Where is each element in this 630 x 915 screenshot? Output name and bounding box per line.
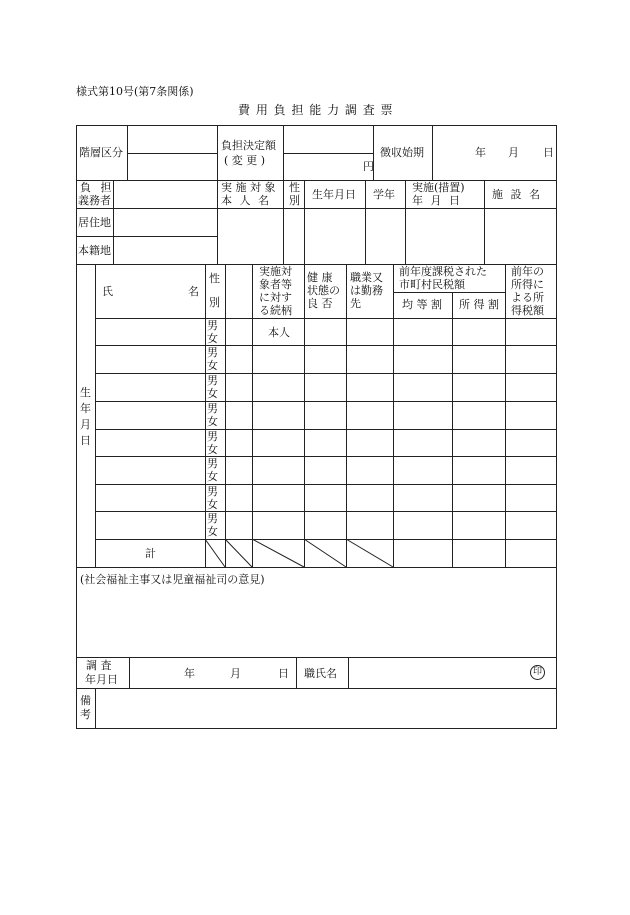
gender-female: 女 bbox=[207, 415, 218, 428]
survey-day: 日 bbox=[278, 667, 289, 680]
gender-female: 女 bbox=[207, 525, 218, 538]
remarks-label-2: 考 bbox=[80, 708, 91, 721]
gender-male: 男 bbox=[207, 319, 218, 332]
income-tax-label-2: 所得に bbox=[511, 278, 544, 291]
collection-month: 月 bbox=[508, 146, 519, 159]
income-tax-label-3: よる所 bbox=[511, 291, 544, 304]
collection-year: 年 bbox=[475, 146, 486, 159]
per-capita-label: 均 等 割 bbox=[402, 298, 442, 311]
seal-mark: 印 bbox=[530, 665, 545, 680]
prev-tax-label-1: 前年度課税された bbox=[399, 265, 487, 278]
income-tax-label-1: 前年の bbox=[511, 265, 544, 278]
survey-date-label-2: 年月日 bbox=[85, 673, 118, 686]
collection-start-label: 徴収始期 bbox=[380, 146, 424, 159]
survey-year: 年 bbox=[184, 667, 195, 680]
opinion-label: (社会福祉主事又は児童福祉司の意見) bbox=[80, 573, 265, 586]
gender-male: 男 bbox=[207, 430, 218, 443]
relation-label-1: 実施対 bbox=[259, 265, 292, 278]
income-tax-label-4: 得税額 bbox=[511, 304, 544, 317]
first-row-relation: 本人 bbox=[268, 326, 290, 339]
gender-female: 女 bbox=[207, 470, 218, 483]
class-label: 階層区分 bbox=[79, 146, 123, 159]
officer-label: 職氏名 bbox=[304, 667, 337, 680]
survey-date-label-1: 調 査 bbox=[86, 659, 112, 672]
family-sex-label-2: 別 bbox=[209, 296, 220, 309]
form-title: 費 用 負 担 能 力 調 査 票 bbox=[238, 103, 394, 117]
birthdate-side-label-4: 日 bbox=[80, 434, 91, 447]
remarks-label-1: 備 bbox=[80, 694, 91, 707]
gender-male: 男 bbox=[207, 346, 218, 359]
collection-day: 日 bbox=[543, 146, 554, 159]
gender-male: 男 bbox=[207, 512, 218, 525]
occupation-label-2: は勤務 bbox=[350, 284, 383, 297]
relation-label-3: に対す bbox=[259, 291, 292, 304]
yen-unit: 円 bbox=[363, 160, 374, 173]
occupation-label-1: 職業又 bbox=[350, 271, 383, 284]
family-sex-label-1: 性 bbox=[209, 272, 220, 285]
gender-male: 男 bbox=[207, 374, 218, 387]
family-name-label-1: 氏 bbox=[102, 285, 113, 298]
gender-female: 女 bbox=[207, 443, 218, 456]
form-number: 様式第10号(第7条関係) bbox=[76, 85, 194, 98]
target-label-1: 実 施 対 象 bbox=[221, 181, 276, 194]
impl-label-2: 年 月 日 bbox=[412, 194, 462, 207]
facility-label: 施 設 名 bbox=[492, 188, 542, 201]
obligor-label-1: 負 担 bbox=[80, 181, 115, 194]
change-label: ( 変 更 ) bbox=[224, 154, 266, 167]
burden-amount-label: 負担決定額 bbox=[221, 139, 276, 152]
relation-label-2: 象者等 bbox=[259, 278, 292, 291]
health-label-3: 良 否 bbox=[307, 297, 333, 310]
target-label-2: 本 人 名 bbox=[221, 194, 271, 207]
health-label-1: 健 康 bbox=[307, 271, 333, 284]
health-label-2: 状態の bbox=[307, 284, 340, 297]
gender-male: 男 bbox=[207, 402, 218, 415]
gender-female: 女 bbox=[207, 498, 218, 511]
grade-label: 学年 bbox=[373, 188, 395, 201]
obligor-label-2: 義務者 bbox=[78, 194, 111, 207]
gender-female: 女 bbox=[207, 387, 218, 400]
survey-month: 月 bbox=[230, 667, 241, 680]
occupation-label-3: 先 bbox=[350, 297, 361, 310]
income-levy-label: 所 得 割 bbox=[459, 298, 499, 311]
gender-male: 男 bbox=[207, 485, 218, 498]
relation-label-4: る続柄 bbox=[259, 304, 292, 317]
prev-tax-label-2: 市町村民税額 bbox=[399, 278, 465, 291]
gender-male: 男 bbox=[207, 457, 218, 470]
birthdate-side-label-2: 年 bbox=[80, 402, 91, 415]
birthdate-side-label-1: 生 bbox=[80, 386, 91, 399]
gender-female: 女 bbox=[207, 332, 218, 345]
domicile-label: 本籍地 bbox=[78, 244, 111, 257]
residence-label: 居住地 bbox=[78, 216, 111, 229]
sex-label-1: 性 bbox=[289, 181, 300, 194]
gender-female: 女 bbox=[207, 359, 218, 372]
birthdate-side-label-3: 月 bbox=[80, 418, 91, 431]
impl-label-1: 実施(措置) bbox=[412, 181, 465, 194]
family-name-label-2: 名 bbox=[188, 285, 199, 298]
birthdate-label: 生年月日 bbox=[312, 188, 356, 201]
sex-label-2: 別 bbox=[289, 194, 300, 207]
total-label: 計 bbox=[145, 547, 156, 560]
